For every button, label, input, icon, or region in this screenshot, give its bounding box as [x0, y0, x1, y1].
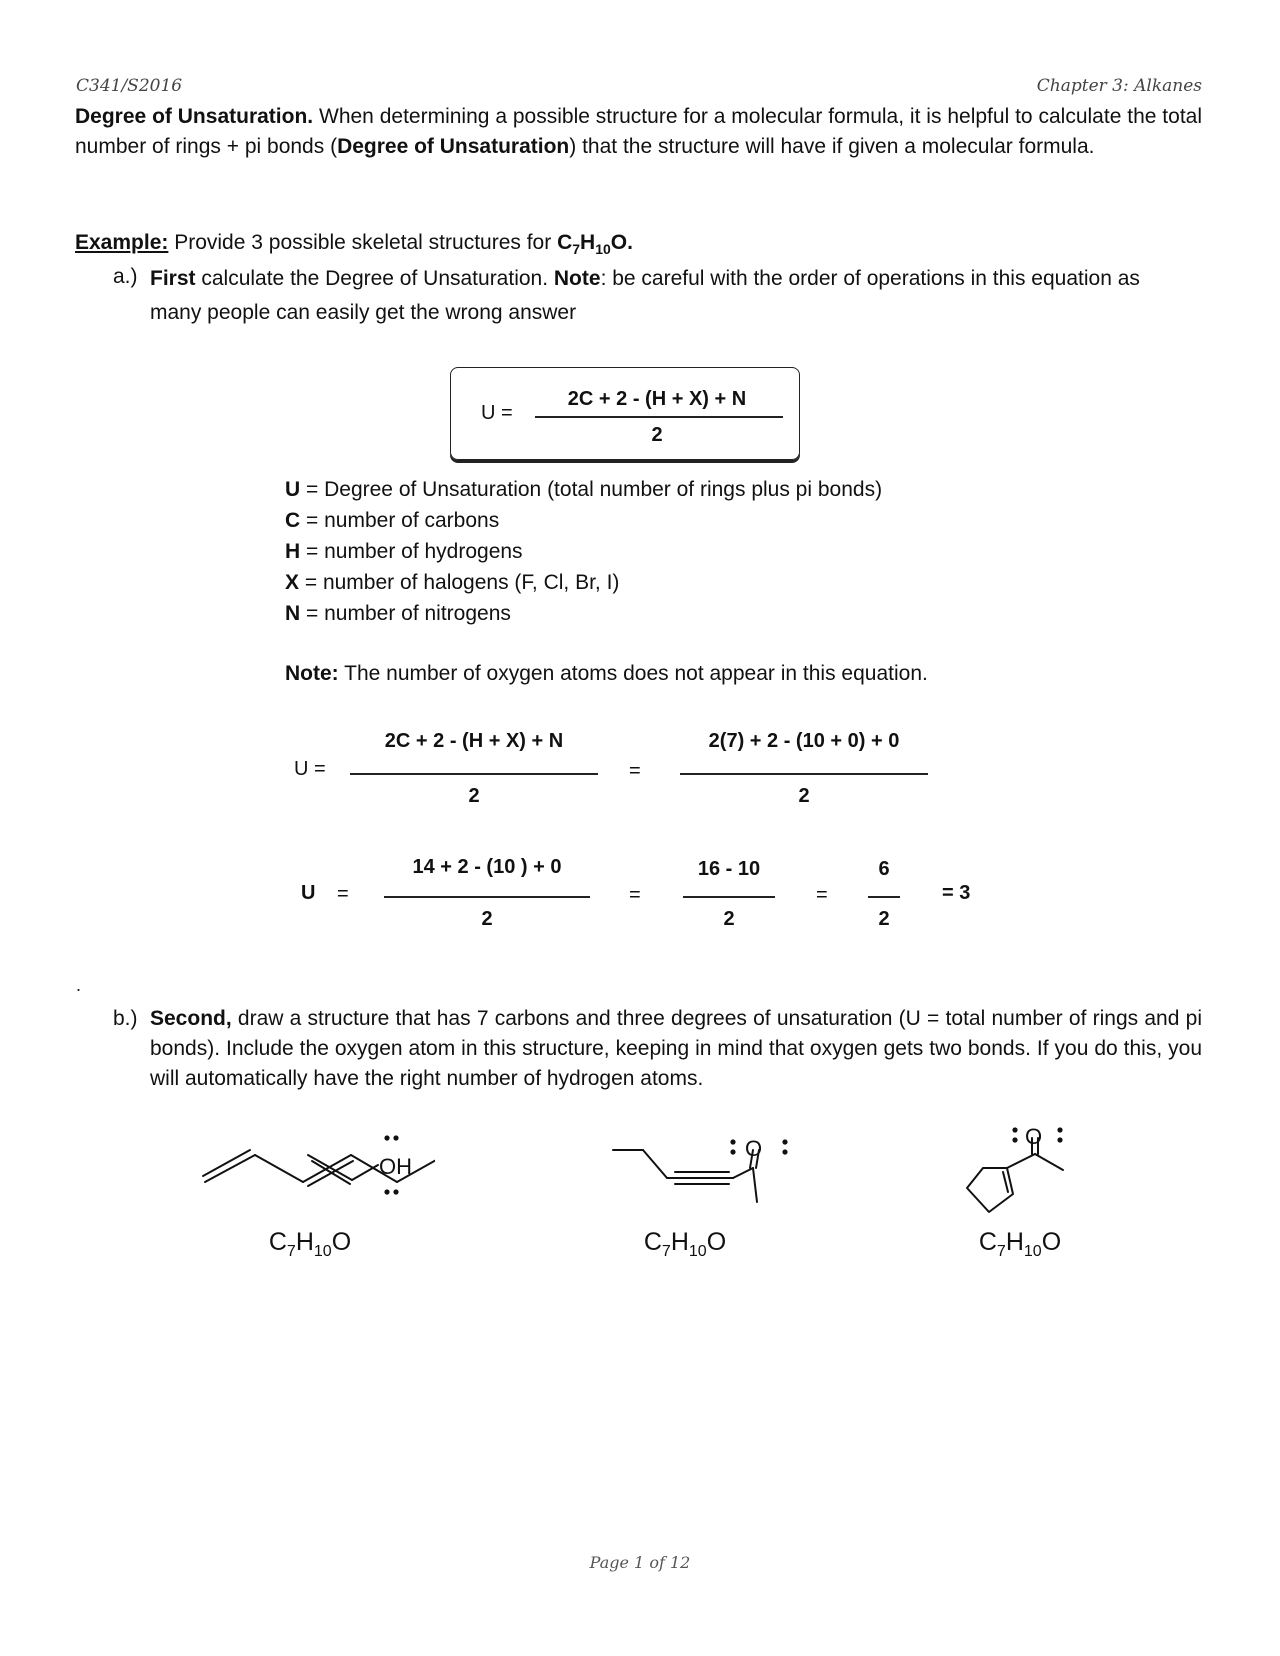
step-b-text: Second, draw a structure that has 7 carbons and three degrees of unsaturation (U = total number of rings and pi bonds). Include the oxygen atom in this structure, keeping in mind that oxygen gets two bonds. If you do this, you will automatically have the right number of hydrogen atoms.	[150, 1007, 1202, 1090]
calc2-equals-1: =	[629, 884, 641, 906]
step-a-text: First calculate the Degree of Unsaturation. Note: be careful with the order of operations in this equation as many people can easily get the wrong answer	[150, 267, 1140, 324]
oh-label: OH	[379, 1154, 412, 1179]
calc2-numerator-3: 6	[878, 858, 890, 880]
step-a-first: First	[150, 267, 196, 290]
calc2-bar-1	[384, 896, 590, 898]
bond-7	[352, 1165, 378, 1180]
o-label-3: O	[1025, 1124, 1043, 1149]
step-a-marker: a.)	[113, 265, 138, 288]
example-formula: $C_7H_{10}O$.	[557, 231, 633, 258]
bond-1	[205, 1155, 255, 1182]
definition-h: H = number of hydrogens	[285, 540, 523, 563]
structure-3-cyclopentenone	[955, 1120, 1085, 1230]
step-b-second: Second,	[150, 1007, 232, 1030]
example-line	[75, 228, 633, 264]
bond-methyl	[753, 1168, 757, 1202]
header-course: C341/S2016	[76, 76, 183, 96]
definition-u: U = Degree of Unsaturation (total number of rings plus pi bonds)	[285, 478, 883, 501]
structure-2-alkynone	[605, 1128, 805, 1218]
formula-lhs: U =	[481, 402, 513, 424]
definition-c: C = number of carbons	[285, 509, 500, 532]
bond-1-double	[203, 1150, 250, 1176]
stray-dot: .	[76, 975, 82, 995]
intro-term: Degree of Unsaturation.	[75, 105, 314, 128]
calc2-result: = 3	[942, 882, 971, 904]
intro-term-2: Degree of Unsaturation	[337, 135, 570, 158]
intro-paragraph	[75, 102, 1202, 162]
calc2-denominator-3: 2	[878, 908, 890, 930]
bond-2	[643, 1150, 667, 1178]
formula-fraction-bar	[535, 416, 783, 418]
calc2-numerator-2: 16 - 10	[697, 858, 761, 880]
calc1-numerator-1: 2C + 2 - (H + X) + N	[384, 730, 564, 752]
calc1-denominator-2: 2	[798, 785, 810, 807]
o-label-2: O	[745, 1136, 763, 1161]
example-label: Example:	[75, 231, 169, 254]
step-b-marker: b.)	[113, 1007, 138, 1030]
definitions-list	[285, 474, 882, 629]
formula-numerator: 2C + 2 - (H + X) + N	[567, 388, 747, 410]
calc2-bar-3	[868, 896, 900, 898]
step-a-note: Note	[553, 267, 601, 290]
calc1-equals: =	[629, 760, 641, 782]
bond-6	[308, 1155, 352, 1180]
bond-6-double	[312, 1161, 350, 1184]
intro-text-1: When determining a possible structure for a molecular formula, it is helpful to calculate the total number of rings + pi bonds (	[75, 105, 1203, 158]
calc2-numerator-1: 14 + 2 - (10 ) + 0	[412, 856, 562, 878]
calc2-equals-2: =	[816, 884, 828, 906]
header-chapter: Chapter 3: Alkanes	[1036, 76, 1202, 96]
ring-double-bond	[1003, 1172, 1008, 1192]
oxygen-note: Note: The number of oxygen atoms does not appear in this equation.	[285, 662, 928, 685]
calc2-denominator-1: 2	[481, 908, 493, 930]
calc1-numerator-2: 2(7) + 2 - (10 + 0) + 0	[708, 730, 900, 752]
bond-to-carbonyl	[1007, 1154, 1035, 1168]
structure-2-formula: $C_7H_{10}O$	[643, 1228, 727, 1260]
calc1-denominator-1: 2	[468, 785, 480, 807]
example-text: Provide 3 possible skeletal structures for	[168, 231, 558, 254]
definition-x: X = number of halogens (F, Cl, Br, I)	[285, 571, 620, 594]
cyclopentene-ring	[967, 1168, 1013, 1212]
calc2-bar-2	[683, 896, 775, 898]
structure-1-tail	[300, 1130, 440, 1210]
calc2-lhs-u: U	[301, 882, 316, 904]
bond-methyl	[1035, 1154, 1063, 1170]
calc1-lhs: U =	[294, 758, 326, 780]
formula-denominator: 2	[651, 424, 663, 446]
intro-text-2: ) that the structure will have if given a molecular formula.	[569, 135, 1095, 158]
calc1-bar-1	[350, 773, 598, 775]
calc2-lhs-equals: =	[337, 883, 349, 905]
structure-3-formula: $C_7H_{10}O$	[978, 1228, 1062, 1260]
calc1-bar-2	[680, 773, 928, 775]
formula-box	[450, 367, 800, 460]
structure-1-formula: $C_7H_{10}O$	[268, 1228, 352, 1260]
calc2-denominator-2: 2	[723, 908, 735, 930]
bond-2	[255, 1155, 303, 1182]
page-number: Page 1 of 12	[589, 1553, 691, 1572]
definition-n: N = number of nitrogens	[285, 602, 511, 625]
bond-3	[733, 1168, 753, 1178]
